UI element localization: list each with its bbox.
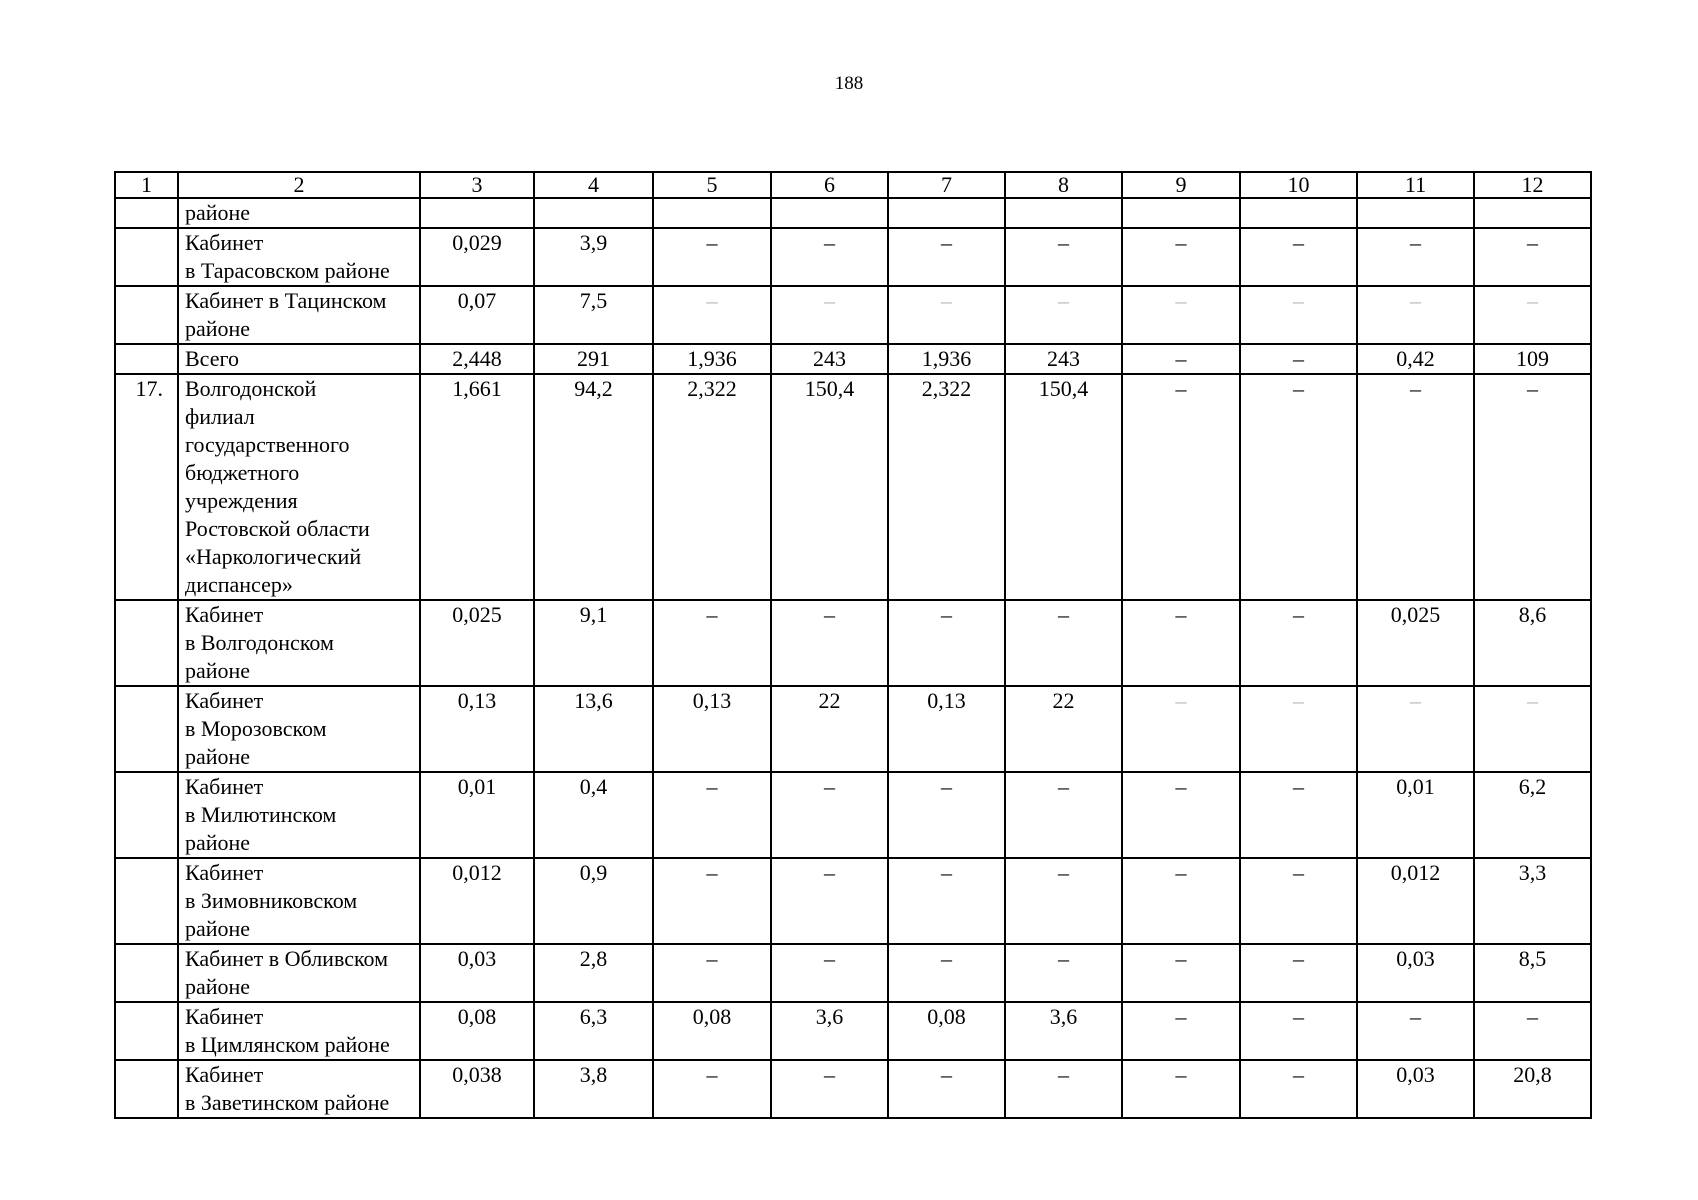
value-cell: 0,01: [1357, 772, 1474, 858]
value-cell: –: [653, 858, 771, 944]
value-cell: [1005, 198, 1122, 228]
table-body: [115, 172, 1591, 1118]
value-cell: 291: [534, 344, 653, 374]
value-cell: –: [888, 600, 1005, 686]
row-number-cell: [115, 686, 178, 772]
value-cell: 6,3: [534, 1002, 653, 1060]
value-cell: 150,4: [1005, 374, 1122, 600]
value-cell: [771, 198, 888, 228]
table-header-row: [115, 172, 1591, 198]
row-number-cell: [115, 772, 178, 858]
value-cell: –: [1240, 344, 1357, 374]
value-cell: 0,13: [653, 686, 771, 772]
value-cell: –: [888, 944, 1005, 1002]
value-cell: –: [771, 772, 888, 858]
value-cell: 0,03: [1357, 944, 1474, 1002]
value-cell: 0,08: [653, 1002, 771, 1060]
value-cell: –: [1357, 1002, 1474, 1060]
row-number-cell: [115, 286, 178, 344]
value-cell: –: [653, 228, 771, 286]
row-name-cell: Волгодонской филиал государственного бюджетного учреждения Ростовской области «Наркологический диспансер»: [178, 374, 420, 600]
value-cell: –: [1005, 286, 1122, 344]
row-number-cell: [115, 1060, 178, 1118]
value-cell: –: [1240, 858, 1357, 944]
table-row: [115, 944, 1591, 1002]
value-cell: –: [1357, 228, 1474, 286]
row-name-cell: Кабинет в Заветинском районе: [178, 1060, 420, 1118]
value-cell: 0,03: [420, 944, 534, 1002]
value-cell: –: [1122, 374, 1240, 600]
header-cell: 3: [420, 172, 534, 198]
header-cell: 5: [653, 172, 771, 198]
header-cell: 11: [1357, 172, 1474, 198]
value-cell: –: [1005, 228, 1122, 286]
value-cell: –: [771, 944, 888, 1002]
value-cell: –: [1122, 344, 1240, 374]
value-cell: 2,322: [888, 374, 1005, 600]
value-cell: –: [1240, 1002, 1357, 1060]
header-cell: 4: [534, 172, 653, 198]
value-cell: –: [1357, 374, 1474, 600]
value-cell: –: [653, 600, 771, 686]
value-cell: –: [888, 286, 1005, 344]
value-cell: –: [771, 228, 888, 286]
row-name-cell: Кабинет в Милютинском районе: [178, 772, 420, 858]
row-number-cell: [115, 1002, 178, 1060]
value-cell: –: [771, 1060, 888, 1118]
value-cell: 8,5: [1474, 944, 1591, 1002]
page-number: 188: [834, 73, 864, 94]
data-table: [114, 171, 1592, 1119]
row-number-cell: [115, 944, 178, 1002]
value-cell: 3,8: [534, 1060, 653, 1118]
value-cell: –: [888, 228, 1005, 286]
value-cell: –: [1240, 600, 1357, 686]
value-cell: –: [653, 1060, 771, 1118]
value-cell: 1,936: [653, 344, 771, 374]
value-cell: –: [1240, 228, 1357, 286]
value-cell: 0,029: [420, 228, 534, 286]
value-cell: 20,8: [1474, 1060, 1591, 1118]
value-cell: 0,13: [888, 686, 1005, 772]
row-number-cell: [115, 198, 178, 228]
table-row: [115, 1060, 1591, 1118]
row-number-cell: [115, 858, 178, 944]
header-cell: 9: [1122, 172, 1240, 198]
row-name-cell: Кабинет в Тацинском районе: [178, 286, 420, 344]
value-cell: –: [1005, 858, 1122, 944]
value-cell: 3,6: [1005, 1002, 1122, 1060]
value-cell: 0,012: [1357, 858, 1474, 944]
value-cell: –: [1005, 1060, 1122, 1118]
value-cell: –: [1122, 858, 1240, 944]
table-row: [115, 286, 1591, 344]
value-cell: 0,08: [888, 1002, 1005, 1060]
value-cell: –: [1122, 686, 1240, 772]
row-number-cell: [115, 600, 178, 686]
value-cell: –: [653, 944, 771, 1002]
table-row: [115, 374, 1591, 600]
value-cell: 1,661: [420, 374, 534, 600]
value-cell: 0,9: [534, 858, 653, 944]
header-cell: 7: [888, 172, 1005, 198]
value-cell: –: [653, 286, 771, 344]
value-cell: 0,08: [420, 1002, 534, 1060]
table-row: [115, 858, 1591, 944]
value-cell: –: [1122, 1002, 1240, 1060]
value-cell: [420, 198, 534, 228]
header-cell: 6: [771, 172, 888, 198]
value-cell: 7,5: [534, 286, 653, 344]
row-number-cell: [115, 228, 178, 286]
row-name-cell: Кабинет в Цимлянском районе: [178, 1002, 420, 1060]
value-cell: –: [1474, 1002, 1591, 1060]
value-cell: –: [771, 858, 888, 944]
table-row: [115, 228, 1591, 286]
value-cell: –: [1240, 1060, 1357, 1118]
value-cell: –: [1240, 374, 1357, 600]
value-cell: –: [1357, 686, 1474, 772]
value-cell: [1240, 198, 1357, 228]
header-cell: 2: [178, 172, 420, 198]
value-cell: [653, 198, 771, 228]
row-name-cell: Кабинет в Волгодонском районе: [178, 600, 420, 686]
value-cell: 0,012: [420, 858, 534, 944]
value-cell: –: [653, 772, 771, 858]
value-cell: –: [1240, 944, 1357, 1002]
value-cell: 9,1: [534, 600, 653, 686]
value-cell: –: [1122, 228, 1240, 286]
value-cell: 3,9: [534, 228, 653, 286]
value-cell: 0,025: [420, 600, 534, 686]
value-cell: [888, 198, 1005, 228]
value-cell: [1474, 198, 1591, 228]
value-cell: –: [1122, 600, 1240, 686]
row-name-cell: Всего: [178, 344, 420, 374]
row-name-cell: Кабинет в Морозовском районе: [178, 686, 420, 772]
header-cell: 1: [115, 172, 178, 198]
value-cell: 0,01: [420, 772, 534, 858]
value-cell: 2,448: [420, 344, 534, 374]
value-cell: –: [888, 858, 1005, 944]
table-row: [115, 772, 1591, 858]
value-cell: –: [1474, 286, 1591, 344]
value-cell: 2,8: [534, 944, 653, 1002]
row-number-cell: [115, 344, 178, 374]
value-cell: –: [1005, 944, 1122, 1002]
value-cell: [1357, 198, 1474, 228]
value-cell: –: [1122, 286, 1240, 344]
value-cell: –: [1005, 772, 1122, 858]
value-cell: –: [888, 1060, 1005, 1118]
value-cell: –: [771, 600, 888, 686]
value-cell: 1,936: [888, 344, 1005, 374]
value-cell: –: [1240, 686, 1357, 772]
value-cell: 2,322: [653, 374, 771, 600]
value-cell: [534, 198, 653, 228]
value-cell: –: [1240, 772, 1357, 858]
row-name-cell: Кабинет в Зимовниковском районе: [178, 858, 420, 944]
table-row: [115, 198, 1591, 228]
value-cell: 8,6: [1474, 600, 1591, 686]
value-cell: 0,42: [1357, 344, 1474, 374]
value-cell: 22: [1005, 686, 1122, 772]
header-cell: 10: [1240, 172, 1357, 198]
value-cell: –: [1474, 686, 1591, 772]
value-cell: 243: [771, 344, 888, 374]
header-cell: 8: [1005, 172, 1122, 198]
value-cell: 0,07: [420, 286, 534, 344]
row-name-cell: районе: [178, 198, 420, 228]
value-cell: –: [1122, 772, 1240, 858]
value-cell: –: [771, 286, 888, 344]
value-cell: 3,6: [771, 1002, 888, 1060]
value-cell: –: [1122, 1060, 1240, 1118]
value-cell: 22: [771, 686, 888, 772]
row-name-cell: Кабинет в Тарасовском районе: [178, 228, 420, 286]
value-cell: 243: [1005, 344, 1122, 374]
table-row: [115, 686, 1591, 772]
value-cell: [1122, 198, 1240, 228]
value-cell: 0,03: [1357, 1060, 1474, 1118]
value-cell: –: [1474, 228, 1591, 286]
value-cell: –: [1240, 286, 1357, 344]
value-cell: 94,2: [534, 374, 653, 600]
value-cell: 0,13: [420, 686, 534, 772]
table-row: [115, 600, 1591, 686]
row-number-cell: 17.: [115, 374, 178, 600]
value-cell: 150,4: [771, 374, 888, 600]
value-cell: –: [1357, 286, 1474, 344]
value-cell: 3,3: [1474, 858, 1591, 944]
value-cell: –: [1474, 374, 1591, 600]
value-cell: 0,038: [420, 1060, 534, 1118]
header-cell: 12: [1474, 172, 1591, 198]
table-row: [115, 1002, 1591, 1060]
table-row: [115, 344, 1591, 374]
row-name-cell: Кабинет в Обливском районе: [178, 944, 420, 1002]
value-cell: 6,2: [1474, 772, 1591, 858]
value-cell: 0,4: [534, 772, 653, 858]
value-cell: –: [1122, 944, 1240, 1002]
value-cell: 0,025: [1357, 600, 1474, 686]
value-cell: 13,6: [534, 686, 653, 772]
value-cell: 109: [1474, 344, 1591, 374]
value-cell: –: [888, 772, 1005, 858]
value-cell: –: [1005, 600, 1122, 686]
